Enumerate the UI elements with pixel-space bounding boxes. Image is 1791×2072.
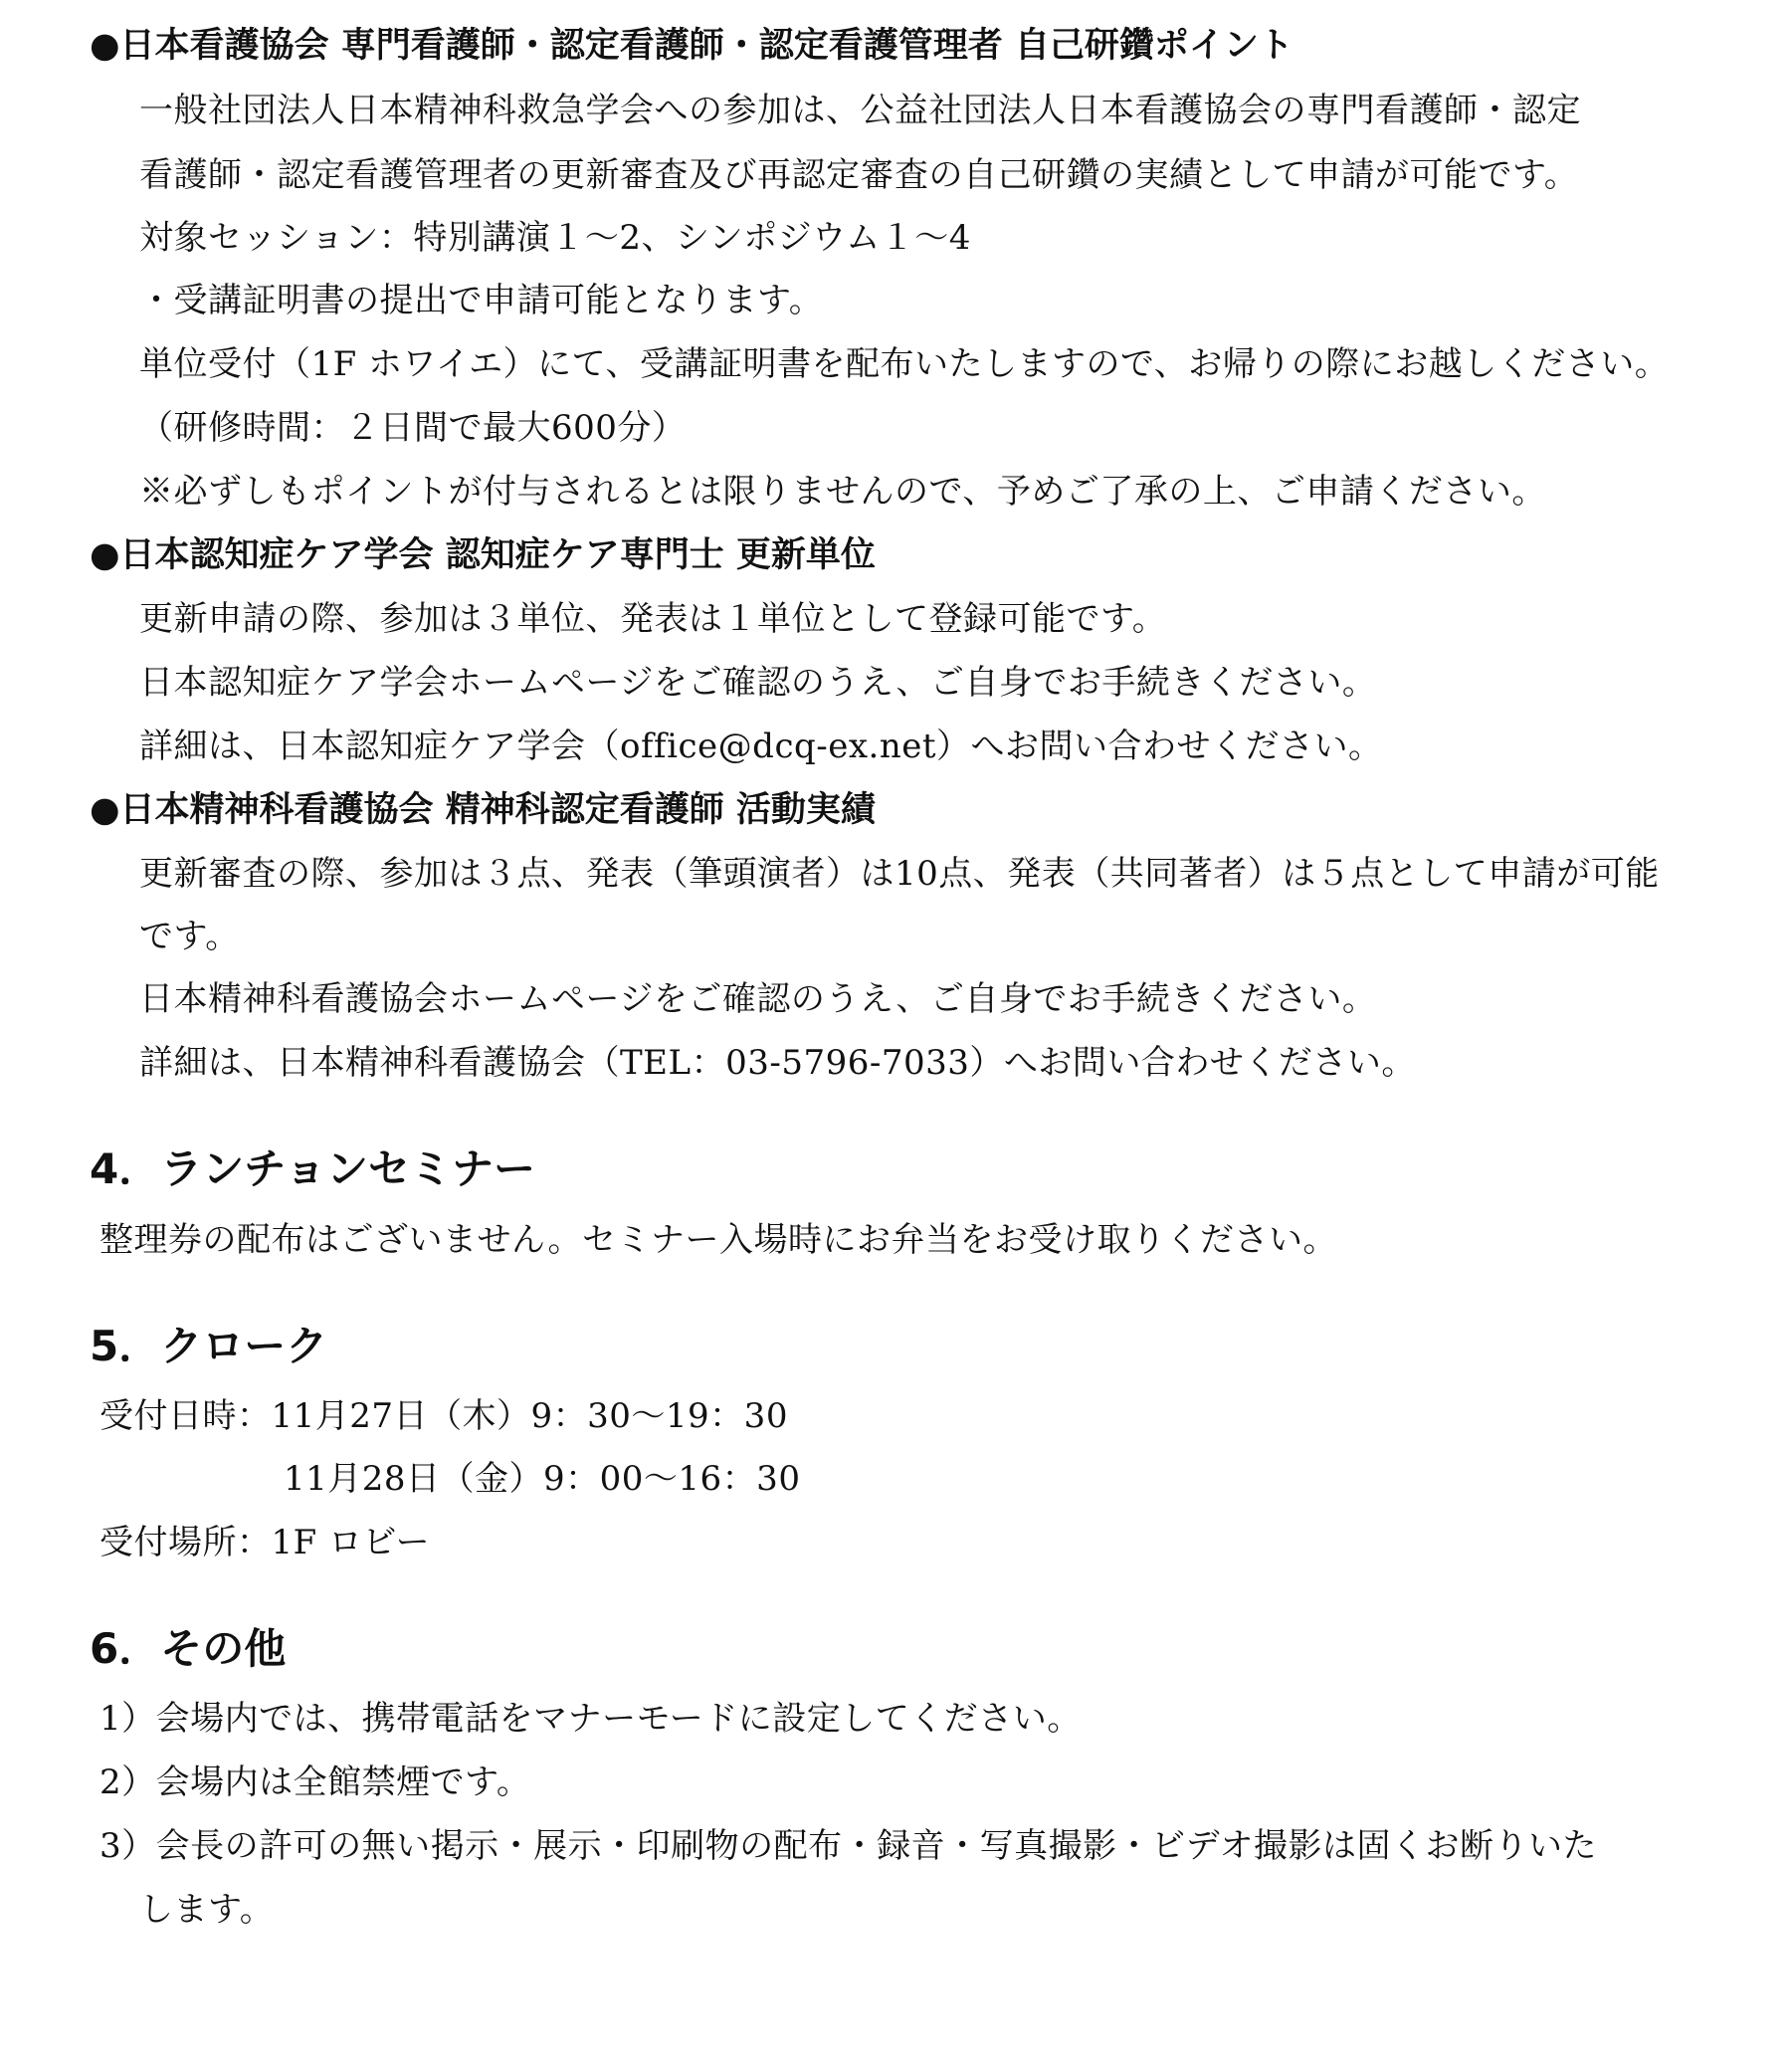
jna-line-1: 一般社団法人日本精神科救急学会への参加は、公益社団法人日本看護協会の専門看護師・認定 — [139, 91, 1581, 130]
jna-line-5: 単位受付（1F ホワイエ）にて、受講証明書を配布いたしますので、お帰りの際にお越しください。 — [139, 344, 1670, 384]
dementia-line-3: 詳細は、日本認知症ケア学会（office@dcq-ex.net）へお問い合わせください。 — [139, 726, 1383, 766]
other-item-3-continued: します。 — [139, 1890, 275, 1930]
cloak-heading: 5．クローク — [90, 1322, 328, 1370]
jna-line-6: （研修時間：２日間で最大600分） — [139, 408, 687, 448]
other-heading: 6．その他 — [90, 1624, 287, 1673]
dementia-line-1: 更新申請の際、参加は３単位、発表は１単位として登録可能です。 — [139, 599, 1167, 639]
jna-line-3: 対象セッション：特別講演１～2、シンポジウム１～4 — [139, 218, 971, 258]
dementia-line-2: 日本認知症ケア学会ホームページをご確認のうえ、ご自身でお手続きください。 — [139, 663, 1377, 703]
jna-line-4: ・受講証明書の提出で申請可能となります。 — [139, 281, 824, 320]
cloak-reception-time-2: 11月28日（金）9：00～16：30 — [284, 1459, 801, 1499]
psych-line-1: 更新審査の際、参加は３点、発表（筆頭演者）は10点、発表（共同著者）は５点として申請が可能 — [139, 854, 1660, 894]
psych-line-4: 詳細は、日本精神科看護協会（TEL：03-5796-7033）へお問い合わせください。 — [139, 1043, 1416, 1083]
psych-line-2: です。 — [139, 917, 240, 956]
jna-line-7: ※必ずしもポイントが付与されるとは限りませんので、予めご了承の上、ご申請ください。 — [139, 472, 1546, 512]
other-item-3: 3）会長の許可の無い掲示・展示・印刷物の配布・録音・写真撮影・ビデオ撮影は固くお断りいた — [100, 1826, 1597, 1866]
cloak-reception-time-1: 受付日時：11月27日（木）9：30～19：30 — [100, 1396, 788, 1436]
dementia-heading: ●日本認知症ケア学会 認知症ケア専門士 更新単位 — [90, 535, 876, 575]
jna-line-2: 看護師・認定看護管理者の更新審査及び再認定審査の自己研鑽の実績として申請が可能です。 — [139, 155, 1579, 195]
psych-heading: ●日本精神科看護協会 精神科認定看護師 活動実績 — [90, 790, 876, 830]
other-item-2: 2）会場内は全館禁煙です。 — [100, 1762, 531, 1802]
luncheon-heading: 4．ランチョンセミナー — [90, 1144, 535, 1193]
psych-line-3: 日本精神科看護協会ホームページをご確認のうえ、ご自身でお手続きください。 — [139, 979, 1377, 1019]
luncheon-text: 整理券の配布はございません。セミナー入場時にお弁当をお受け取りください。 — [100, 1220, 1338, 1260]
other-item-1: 1）会場内では、携帯電話をマナーモードに設定してください。 — [100, 1699, 1082, 1739]
jna-heading: ●日本看護協会 専門看護師・認定看護師・認定看護管理者 自己研鑽ポイント — [90, 26, 1294, 66]
cloak-reception-place: 受付場所：1F ロビー — [100, 1523, 431, 1562]
